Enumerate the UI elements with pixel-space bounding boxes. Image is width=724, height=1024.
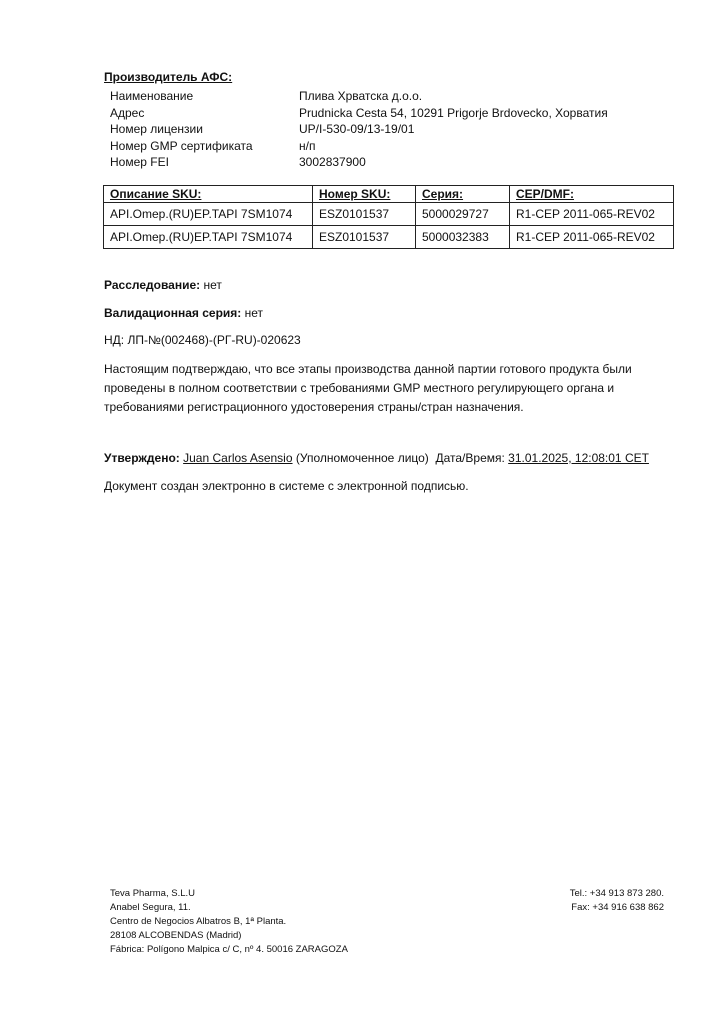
approval-label: Утверждено: [104, 451, 180, 465]
investigation-value: нет [203, 278, 222, 292]
info-label: Номер GMP сертификата [110, 138, 253, 153]
table-cell: R1-CEP 2011-065-REV02 [510, 203, 674, 226]
approval-datetime: 31.01.2025, 12:08:01 CET [508, 451, 649, 465]
table-cell: API.Omep.(RU)EP.TAPI 7SM1074 [104, 203, 313, 226]
validation-value: нет [244, 306, 264, 320]
table-row [104, 226, 674, 249]
sku-table [103, 185, 674, 249]
column-header-description: Описание SKU: [104, 186, 313, 203]
footer-company-info [110, 887, 348, 957]
column-header-sku-number: Номер SKU: [313, 186, 416, 203]
info-label: Номер лицензии [110, 122, 203, 136]
electronic-note: Документ создан электронно в системе с электронной подписью. [104, 479, 469, 493]
info-value: н/п [299, 138, 316, 153]
footer-line: Teva Pharma, S.L.U [110, 888, 196, 899]
footer-line: Fábrica: Polígono Malpica c/ C, nº 4. 50016 ZARAGOZA [110, 944, 348, 955]
table-cell: ESZ0101537 [313, 226, 416, 249]
footer-phone: Tel.: +34 913 873 280. [569, 888, 664, 899]
info-label: Адрес [110, 105, 145, 120]
table-cell: 5000032383 [416, 226, 510, 249]
info-label: Наименование [110, 89, 194, 103]
confirmation-line: проведены в полном соответствии с требованиями GMP местного регулирующего органа и [104, 381, 615, 395]
info-value: Prudnicka Cesta 54, 10291 Prigorje Brdovecko, Хорватия [299, 105, 608, 120]
nd-line: НД: ЛП-№(002468)-(РГ-RU)-020623 [104, 333, 301, 347]
confirmation-paragraph [104, 360, 674, 417]
approval-line [104, 451, 649, 465]
investigation-line [104, 278, 222, 292]
table-cell: API.Omep.(RU)EP.TAPI 7SM1074 [104, 226, 313, 249]
footer-line: Anabel Segura, 11. [110, 902, 191, 913]
info-value: UP/I-530-09/13-19/01 [299, 122, 415, 136]
info-value: Плива Хрватска д.о.о. [299, 89, 423, 103]
confirmation-line: Настоящим подтверждаю, что все этапы производства данной партии готового продукта были [104, 362, 632, 376]
datetime-label: Дата/Время: [435, 451, 505, 465]
info-value: 3002837900 [299, 155, 366, 169]
table-row [104, 203, 674, 226]
table-cell: 5000029727 [416, 203, 510, 226]
approver-role: (Уполномоченное лицо) [295, 451, 429, 465]
footer-line: 28108 ALCOBENDAS (Madrid) [110, 930, 242, 941]
confirmation-line: требованиями регистрационного удостоверения страны/стран назначения. [104, 400, 524, 414]
validation-label: Валидационная серия: [104, 306, 242, 320]
info-label: Номер FEI [110, 155, 169, 169]
approver-name: Juan Carlos Asensio [183, 451, 293, 465]
column-header-series: Серия: [416, 186, 510, 203]
manufacturer-heading: Производитель АФС: [104, 70, 233, 84]
table-cell: ESZ0101537 [313, 203, 416, 226]
investigation-label: Расследование: [104, 278, 201, 292]
table-header-row [104, 186, 674, 203]
footer-contact-info [570, 887, 664, 915]
column-header-cep-dmf: CEP/DMF: [510, 186, 674, 203]
footer-fax: Fax: +34 916 638 862 [571, 902, 664, 913]
table-cell: R1-CEP 2011-065-REV02 [510, 226, 674, 249]
validation-line [104, 306, 263, 320]
footer-line: Centro de Negocios Albatros B, 1ª Planta. [110, 916, 287, 927]
